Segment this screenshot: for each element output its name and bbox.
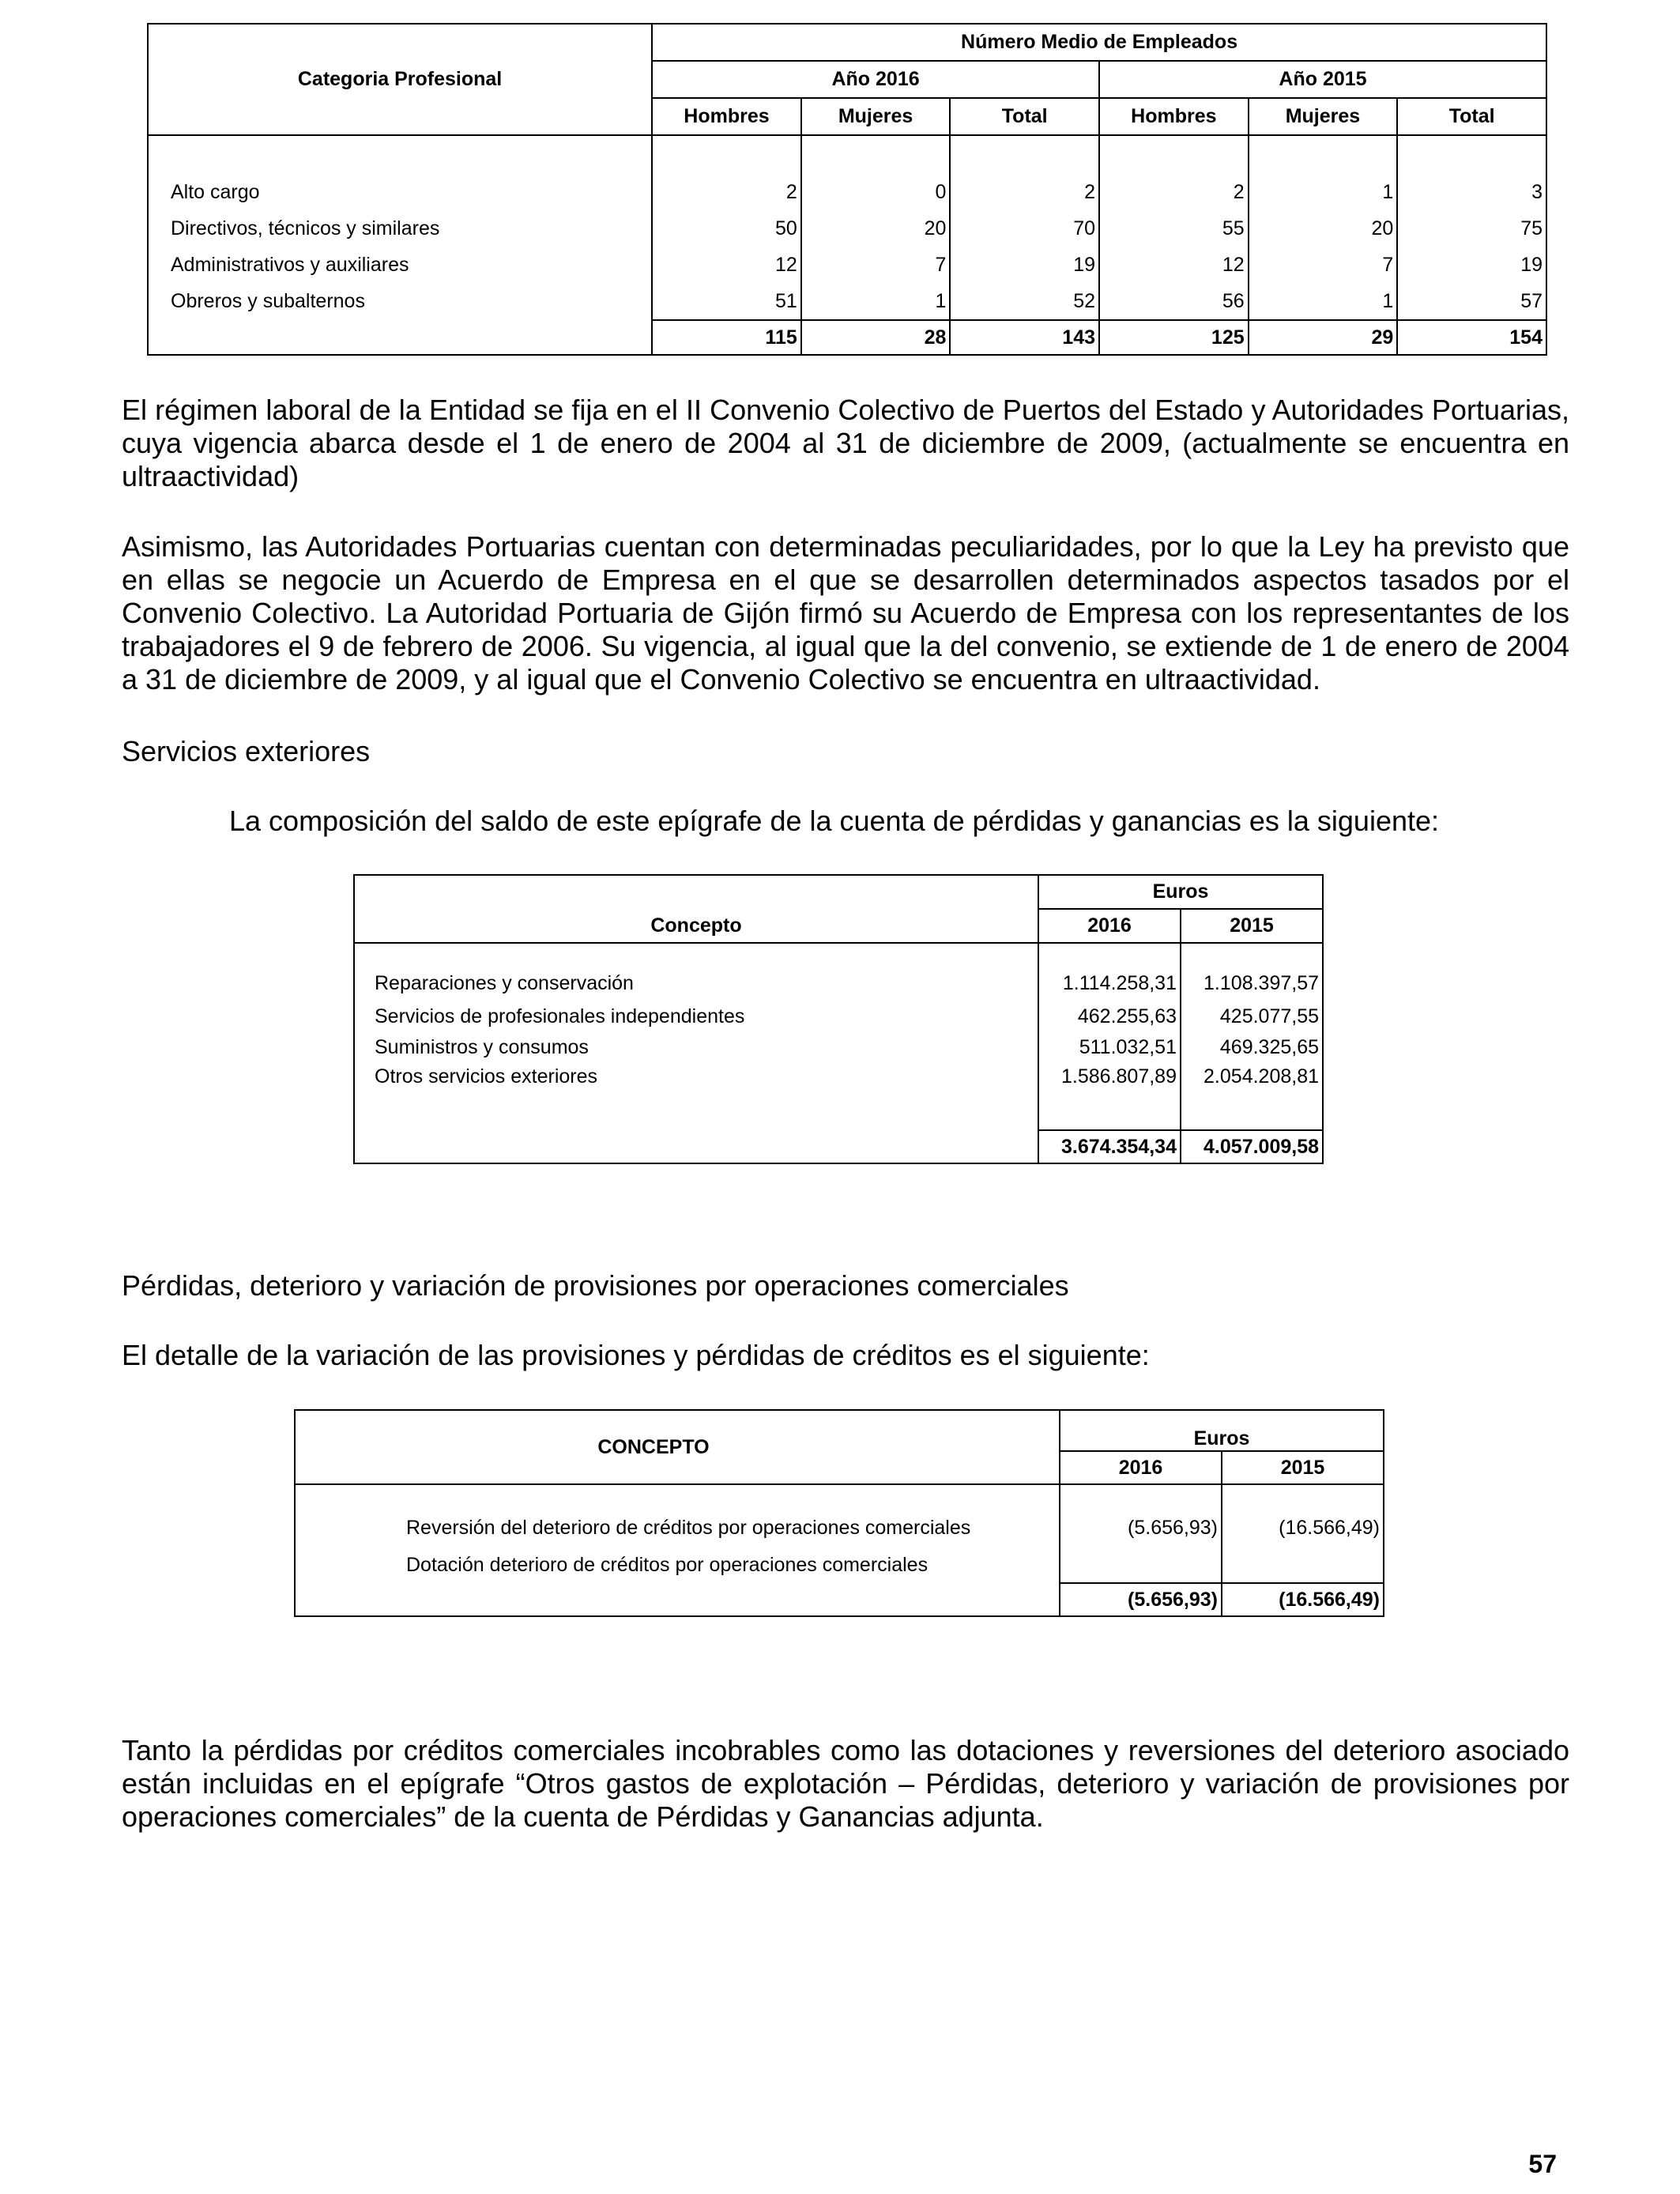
table-row <box>148 210 1546 247</box>
header-2015: 2015 <box>1181 909 1323 943</box>
provisions-table <box>294 1409 1384 1617</box>
cell: 425.077,55 <box>1181 1001 1323 1032</box>
cell: 7 <box>1249 247 1398 283</box>
row-label: Suministros y consumos <box>354 1032 1038 1062</box>
row-label: Reparaciones y conservación <box>354 966 1038 1001</box>
cell: 469.325,65 <box>1181 1032 1323 1062</box>
header-2016: 2016 <box>1060 1451 1222 1484</box>
row-label: Reversión del deterioro de créditos por operaciones comerciales <box>295 1509 1060 1547</box>
header-year-2015: Año 2015 <box>1099 61 1546 98</box>
total-cell: 4.057.009,58 <box>1181 1130 1323 1163</box>
cell: 12 <box>652 247 801 283</box>
cell: 2.054.208,81 <box>1181 1062 1323 1091</box>
cell: 20 <box>801 210 951 247</box>
row-label: Administrativos y auxiliares <box>148 247 652 283</box>
cell: 12 <box>1099 247 1249 283</box>
cell <box>1222 1547 1384 1583</box>
col-hombres-2015: Hombres <box>1099 98 1249 135</box>
table-row <box>354 1062 1323 1091</box>
table-row <box>354 1032 1323 1062</box>
cell: 2 <box>652 174 801 210</box>
cell: 19 <box>950 247 1099 283</box>
table-row <box>295 1547 1384 1583</box>
row-label: Servicios de profesionales independientes <box>354 1001 1038 1032</box>
cell: 19 <box>1397 247 1546 283</box>
cell: (5.656,93) <box>1060 1509 1222 1547</box>
cell: 511.032,51 <box>1038 1032 1181 1062</box>
page-number: 57 <box>1528 2150 1557 2178</box>
cell: 51 <box>652 283 801 320</box>
header-euros: Euros <box>1038 875 1323 909</box>
cell: (16.566,49) <box>1222 1509 1384 1547</box>
row-label: Dotación deterioro de créditos por operaciones comerciales <box>295 1547 1060 1583</box>
paragraph-composicion: La composición del saldo de este epígrafe de la cuenta de pérdidas y ganancias es la siguiente: <box>229 805 1440 837</box>
cell: 1 <box>1249 174 1398 210</box>
services-table <box>353 874 1324 1164</box>
col-mujeres-2015: Mujeres <box>1249 98 1398 135</box>
total-cell: 125 <box>1099 320 1249 355</box>
cell: 3 <box>1397 174 1546 210</box>
table-row <box>295 1509 1384 1547</box>
row-label: Alto cargo <box>148 174 652 210</box>
col-total-2016: Total <box>950 98 1099 135</box>
row-label: Otros servicios exteriores <box>354 1062 1038 1091</box>
row-label: Obreros y subalternos <box>148 283 652 320</box>
cell: 55 <box>1099 210 1249 247</box>
cell: 75 <box>1397 210 1546 247</box>
table-row <box>148 283 1546 320</box>
paragraph-conclusion: Tanto la pérdidas por créditos comerciales incobrables como las dotaciones y reversiones del deterioro asociado están incluidas en el epígrafe “Otros gastos de explotación – Pérdidas, deterioro y variación de provisiones por operaciones comerciales” de la cuenta de Pérdidas y Ganancias adjunta. <box>122 1734 1569 1833</box>
cell: 1.586.807,89 <box>1038 1062 1181 1091</box>
cell: 20 <box>1249 210 1398 247</box>
cell: 70 <box>950 210 1099 247</box>
header-year-2016: Año 2016 <box>652 61 1099 98</box>
header-concepto: CONCEPTO <box>295 1410 1060 1484</box>
table-row <box>354 966 1323 1001</box>
total-cell: 28 <box>801 320 951 355</box>
cell: 7 <box>801 247 951 283</box>
total-cell: 3.674.354,34 <box>1038 1130 1181 1163</box>
cell <box>1060 1547 1222 1583</box>
total-cell: 154 <box>1397 320 1546 355</box>
header-employee-average: Número Medio de Empleados <box>652 24 1546 61</box>
table-row <box>148 247 1546 283</box>
paragraph-detalle: El detalle de la variación de las provisiones y pérdidas de créditos es el siguiente: <box>122 1339 1150 1371</box>
totals-row <box>354 1130 1323 1163</box>
section-heading-servicios: Servicios exteriores <box>122 735 371 767</box>
total-cell: 29 <box>1249 320 1398 355</box>
col-hombres-2016: Hombres <box>652 98 801 135</box>
cell: 50 <box>652 210 801 247</box>
table-row <box>354 1001 1323 1032</box>
header-2015: 2015 <box>1222 1451 1384 1484</box>
total-cell: (5.656,93) <box>1060 1583 1222 1616</box>
cell: 2 <box>950 174 1099 210</box>
paragraph-regimen-laboral: El régimen laboral de la Entidad se fija en el II Convenio Colectivo de Puertos del Estado y Autoridades Portuarias, cuya vigencia abarca desde el 1 de enero de 2004 al 31 de diciembre de 2009, (actualmente se encuentra en ultraactividad) <box>122 394 1569 492</box>
row-label: Directivos, técnicos y similares <box>148 210 652 247</box>
totals-row <box>295 1583 1384 1616</box>
col-mujeres-2016: Mujeres <box>801 98 951 135</box>
section-heading-perdidas: Pérdidas, deterioro y variación de provisiones por operaciones comerciales <box>122 1269 1069 1302</box>
cell: 1.114.258,31 <box>1038 966 1181 1001</box>
total-cell: (16.566,49) <box>1222 1583 1384 1616</box>
totals-row <box>148 320 1546 355</box>
header-2016: 2016 <box>1038 909 1181 943</box>
cell: 0 <box>801 174 951 210</box>
total-cell: 143 <box>950 320 1099 355</box>
cell: 462.255,63 <box>1038 1001 1181 1032</box>
table-row <box>148 174 1546 210</box>
header-euros: Euros <box>1060 1410 1384 1451</box>
employees-table <box>147 23 1547 356</box>
cell: 1.108.397,57 <box>1181 966 1323 1001</box>
cell: 52 <box>950 283 1099 320</box>
cell: 1 <box>1249 283 1398 320</box>
header-concepto: Concepto <box>354 875 1038 943</box>
cell: 1 <box>801 283 951 320</box>
col-total-2015: Total <box>1397 98 1546 135</box>
cell: 2 <box>1099 174 1249 210</box>
paragraph-acuerdo-empresa: Asimismo, las Autoridades Portuarias cuentan con determinadas peculiaridades, por lo que la Ley ha previsto que en ellas se negocie un Acuerdo de Empresa en el que se desarrollen determinados aspectos tasados por el Convenio Colectivo. La Autoridad Portuaria de Gijón firmó su Acuerdo de Empresa con los representantes de los trabajadores el 9 de febrero de 2006. Su vigencia, al igual que la del convenio, se extiende de 1 de enero de 2004 a 31 de diciembre de 2009, y al igual que el Convenio Colectivo se encuentra en ultraactividad. <box>122 530 1569 696</box>
total-cell: 115 <box>652 320 801 355</box>
cell: 56 <box>1099 283 1249 320</box>
header-category: Categoria Profesional <box>148 24 652 135</box>
cell: 57 <box>1397 283 1546 320</box>
